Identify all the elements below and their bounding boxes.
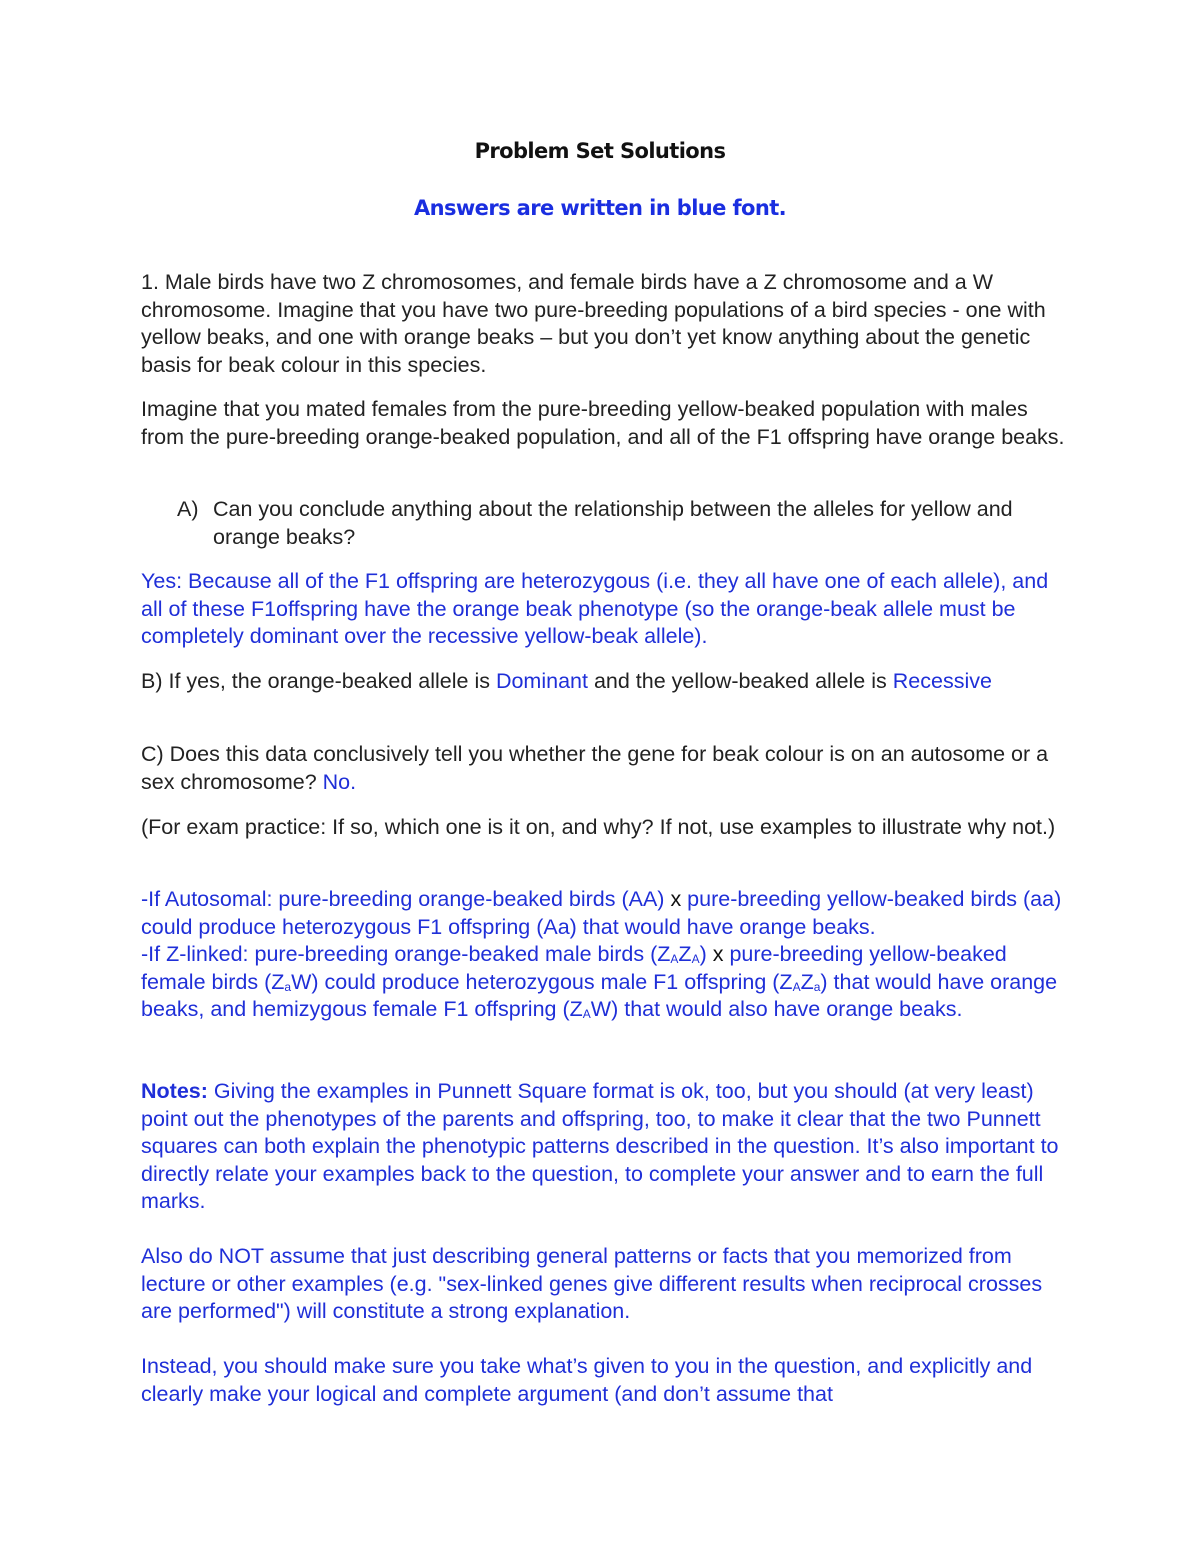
z-text-6: Z	[800, 969, 814, 994]
answer-a-text: Yes: Because all of the F1 offspring are heterozygous (i.e. they all have one of each allele), and all of these F1offspring have the orange beak phenotype (so the orange-beak allele must be completely dominant over the recessive yellow-beak allele).	[141, 569, 1049, 648]
question-a-text: Can you conclude anything about the relationship between the alleles for yellow and orange beaks?	[213, 497, 1013, 549]
question-a	[141, 496, 1071, 551]
question-c	[141, 741, 1071, 796]
z-linked-example	[141, 941, 1071, 1024]
notes-body: Giving the examples in Punnett Square format is ok, too, but you should (at very least) point out the phenotypes of the parents and offspring, too, to make it clear that the two Punnett squares can both explain the phenotypic patterns described in the question. It’s also important to directly relate your examples back to the question, to complete your answer and to earn the full marks.	[141, 1079, 1059, 1213]
question-b-part1: B) If yes, the orange-beaked allele is	[141, 669, 496, 693]
question-b-part2: and the yellow-beaked allele is	[587, 669, 893, 693]
allele-subscript: A	[691, 952, 700, 966]
autosomal-text-2: pure-breeding yellow-beaked birds (aa) could produce heterozygous F1 offspring (Aa) that would have orange beaks.	[141, 887, 1062, 939]
instead-section	[141, 1353, 1071, 1408]
allele-subscript: A	[582, 1007, 591, 1021]
question-c-text	[141, 741, 1071, 796]
notes-text	[141, 1078, 1071, 1216]
examples-answer	[141, 886, 1071, 1024]
answer-b-recessive: Recessive	[892, 669, 992, 693]
question-b-text	[141, 668, 1071, 696]
question-1-text: 1. Male birds have two Z chromosomes, and female birds have a Z chromosome and a W chromosome. Imagine that you have two pure-breeding populations of a bird species - one with yellow beaks, and one with orange beaks – but you don’t yet know anything about the genetic basis for beak colour in this species.	[141, 270, 1046, 377]
instead-text: Instead, you should make sure you take what’s given to you in the question, and explicitly and clearly make your logical and complete argument (and don’t assume that	[141, 1354, 1033, 1406]
autosomal-text-1: -If Autosomal: pure-breeding orange-beaked birds (AA)	[141, 887, 671, 911]
question-1-setup	[141, 396, 1071, 451]
also-section	[141, 1243, 1071, 1326]
also-text: Also do NOT assume that just describing general patterns or facts that you memorized from lecture or other examples (e.g. "sex-linked genes give different results when reciprocal crosses are performed") will constitute a strong explanation.	[141, 1244, 1043, 1323]
z-text-2: Z	[678, 942, 692, 966]
z-text-1: -If Z-linked: pure-breeding orange-beaked male birds (Z	[141, 942, 671, 966]
question-a-label: A)	[177, 497, 199, 521]
question-1-intro	[141, 269, 1071, 379]
z-text-4: pure-breeding yellow-beaked female birds (Z	[141, 942, 1007, 994]
question-a-item	[141, 496, 1071, 551]
allele-subscript: A	[670, 952, 679, 966]
exam-practice-text: (For exam practice: If so, which one is it on, and why? If not, use examples to illustrate why not.)	[141, 815, 1056, 839]
z-text-7: ) that would have orange beaks, and hemizygous female F1 offspring (Z	[141, 969, 1058, 1021]
z-text-3: )	[699, 942, 713, 966]
question-c-body: C) Does this data conclusively tell you whether the gene for beak colour is on an autosome or a sex chromosome?	[141, 742, 1049, 794]
cross-symbol: x	[670, 887, 682, 911]
answer-c: No.	[322, 769, 357, 794]
z-text-5: W) could produce heterozygous male F1 offspring (Z	[291, 969, 793, 994]
notes-section	[141, 1078, 1071, 1216]
setup-text: Imagine that you mated females from the pure-breeding yellow-beaked population with males from the pure-breeding orange-beaked population, and all of the F1 offspring have orange beaks.	[141, 397, 1065, 449]
allele-subscript: A	[792, 979, 801, 994]
page-title: Problem Set Solutions	[474, 139, 726, 163]
answer-b-dominant: Dominant	[495, 669, 588, 693]
cross-symbol: x	[712, 942, 724, 966]
notes-label: Notes:	[141, 1079, 208, 1103]
z-text-8: W) that would also have orange beaks.	[590, 997, 963, 1021]
answer-a	[141, 568, 1071, 651]
autosomal-example	[141, 886, 1071, 941]
allele-subscript: a	[284, 979, 292, 994]
exam-practice	[141, 814, 1071, 842]
question-b	[141, 668, 1071, 696]
page-subtitle: Answers are written in blue font.	[413, 196, 787, 220]
allele-subscript: a	[813, 979, 821, 994]
